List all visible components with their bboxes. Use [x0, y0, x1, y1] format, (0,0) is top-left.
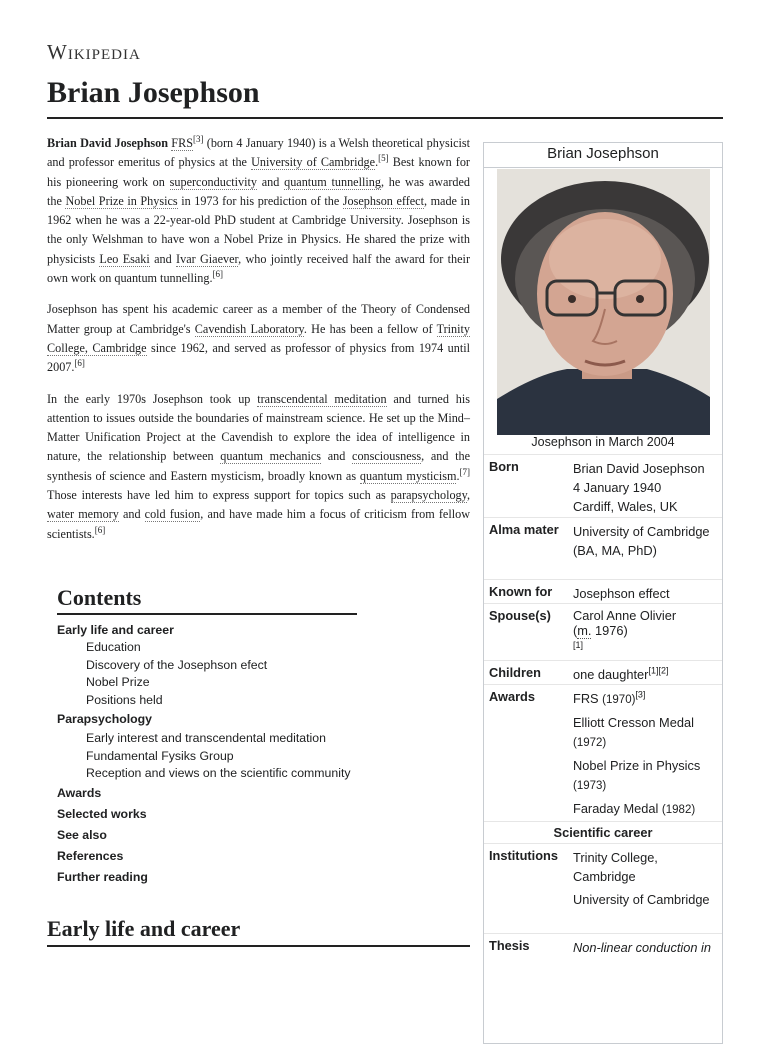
- award-year: (1973): [573, 780, 607, 792]
- text: , he was awarded the: [47, 174, 471, 208]
- known-for-label: Known for: [489, 584, 553, 599]
- text: (born 4 January 1940) is a Welsh theoretical physicist and professor emeritus of physics at the: [47, 136, 470, 170]
- spouse-name: Carol Anne Olivier: [573, 608, 677, 623]
- award-year: (1972): [573, 737, 607, 749]
- thesis-label: Thesis: [489, 938, 530, 953]
- award-cresson[interactable]: [573, 713, 719, 756]
- born-place: Cardiff, Wales, UK: [573, 499, 678, 514]
- text: , and have made him a focus of criticism from fellow scientists.: [47, 507, 470, 541]
- cold-fusion-link[interactable]: cold fusion: [144, 507, 201, 522]
- subject-name: Brian David Josephson: [47, 136, 169, 150]
- infobox-row-known-for: [484, 579, 722, 603]
- mysticism-paragraph: [47, 390, 470, 544]
- institutions-label: Institutions: [489, 848, 558, 863]
- ref-3[interactable]: [3]: [192, 133, 204, 144]
- infobox-row-thesis: [484, 933, 722, 994]
- award-ref[interactable]: [3]: [635, 689, 646, 700]
- portrait-illustration: [497, 169, 710, 435]
- toc-item-see-also[interactable]: See also: [57, 827, 107, 842]
- text: and: [118, 507, 145, 522]
- infobox: [483, 142, 723, 1044]
- intro-paragraph: Brian David Josephson FRS[3] (born 4 January 1940) is a Welsh theoretical physicist and professor emeritus of physics at the University of Cambridge.[5] Best known for his pioneering work on superconductivity and quantum tunnelling, he was awarded the Nobel Prize in Physics in 1973 for his prediction of the Josephson effect, made in 1962 when he was a 22-year-old PhD student at Cambridge University. Josephson is the only Welshman to have won a Nobel Prize in Physics. He shared the prize with physicists Leo Esaki and Ivar Giaever, who jointly received half the award for their own work on quantum tunnelling.[6]: [47, 133, 471, 286]
- title-divider: [47, 117, 723, 119]
- text: , and the synthesis of science and Eastern mysticism, broadly known as: [47, 449, 470, 483]
- text: and turned his attention to issues outside the boundaries of mainstream science. He set up the Mind–Matter Unification Project at the Cavendish to explore the idea of intelligence in nature, the relationship between: [47, 391, 470, 464]
- text: Those interests have led him to express support for topics such as: [47, 488, 391, 503]
- text: Josephson has spent his academic career as a member of the Theory of Condensed Matter group at Cambridge's: [47, 302, 470, 336]
- infobox-row-institutions: [484, 843, 722, 933]
- cavendish-link[interactable]: Cavendish Laboratory: [194, 321, 304, 336]
- born-name: Brian David Josephson: [573, 461, 705, 476]
- award-name: Nobel Prize in Physics: [573, 758, 701, 773]
- institution-cambridge[interactable]: University of Cambridge: [573, 892, 710, 907]
- award-year: (1970): [602, 694, 636, 706]
- frs-link[interactable]: FRS: [171, 136, 193, 150]
- toc-item-awards[interactable]: Awards: [57, 785, 102, 800]
- toc-item-early-life[interactable]: Early life and career: [57, 623, 174, 637]
- career-paragraph: [47, 300, 470, 377]
- transcendental-meditation-link[interactable]: transcendental meditation: [257, 391, 387, 406]
- text: and: [321, 449, 353, 464]
- ivar-giaever-link[interactable]: Ivar Giaever: [176, 251, 239, 266]
- text: ,: [466, 488, 470, 503]
- text: , who jointly received half the award for their own work on quantum tunnelling.: [47, 251, 470, 286]
- toc-list: [57, 621, 357, 888]
- awards-value: [573, 689, 719, 820]
- ref-6[interactable]: [6]: [94, 524, 106, 535]
- wordmark-text: Wikipedia: [47, 40, 141, 64]
- leo-esaki-link[interactable]: Leo Esaki: [99, 251, 150, 266]
- married-abbrev[interactable]: m.: [577, 623, 592, 638]
- text: , made in 1962 when he was a 22-year-old PhD student at Cambridge University. Josephson is the only Welshman to have won a Nobel Prize in Physics. He shared the prize with physicists: [47, 193, 470, 266]
- toc-item-positions[interactable]: Positions held: [86, 692, 163, 707]
- born-value: [573, 459, 719, 516]
- alma-mater-label: Alma mater: [489, 522, 559, 537]
- award-frs[interactable]: [573, 689, 719, 713]
- ref-5[interactable]: [5]: [378, 153, 389, 164]
- text: Best known for his pioneering work on: [47, 155, 470, 189]
- awards-label: Awards: [489, 689, 535, 704]
- photo-caption: Josephson in March 2004: [531, 435, 675, 449]
- toc-item-references[interactable]: References: [57, 848, 124, 863]
- children-text: one daughter: [573, 667, 649, 682]
- award-year: (1982): [661, 804, 696, 816]
- paren: (: [573, 623, 578, 638]
- page-title: Brian Josephson: [47, 76, 260, 109]
- toc-item-fysiks-group[interactable]: Fundamental Fysiks Group: [86, 748, 234, 763]
- infobox-row-alma-mater: [484, 517, 722, 579]
- institutions-value: [573, 848, 719, 909]
- superconductivity-link[interactable]: superconductivity: [169, 174, 257, 189]
- children-label: Children: [489, 665, 541, 680]
- quantum-mechanics-link[interactable]: quantum mechanics: [220, 449, 322, 464]
- toc-title: Contents: [57, 585, 357, 615]
- text: . He has been a fellow of: [303, 321, 437, 336]
- children-value: [573, 665, 719, 684]
- alma-mater-value[interactable]: University of Cambridge (BA, MA, PhD): [573, 524, 710, 558]
- institution-trinity[interactable]: Trinity College, Cambridge: [573, 850, 658, 884]
- toc-item-further-reading[interactable]: Further reading: [57, 869, 148, 884]
- text: In the early 1970s Josephson took up: [47, 391, 258, 406]
- text: and: [149, 251, 177, 266]
- spouse-year: 1976): [591, 623, 628, 638]
- toc-item-nobel-prize[interactable]: Nobel Prize: [86, 675, 150, 689]
- text: and: [256, 174, 285, 189]
- award-nobel[interactable]: [573, 756, 719, 799]
- ref-6[interactable]: [6]: [74, 358, 85, 369]
- toc-item-education[interactable]: Education: [86, 640, 141, 654]
- spouse-married: [573, 623, 719, 638]
- award-name: FRS: [573, 691, 599, 706]
- article-body: [47, 134, 470, 556]
- infobox-title: Brian Josephson: [484, 143, 722, 168]
- wikipedia-wordmark[interactable]: [47, 40, 141, 65]
- infobox-row-spouse: [484, 603, 722, 660]
- born-date: 4 January 1940: [573, 480, 662, 495]
- ref-7[interactable]: [7]: [459, 466, 470, 477]
- spouse-label: Spouse(s): [489, 608, 551, 623]
- water-memory-link[interactable]: water memory: [47, 507, 119, 522]
- born-label: Born: [489, 459, 519, 474]
- quantum-mysticism-link[interactable]: quantum mysticism: [359, 468, 457, 483]
- toc-item-discovery[interactable]: Discovery of the Josephson efect: [86, 657, 268, 672]
- spouse-value: [573, 608, 719, 653]
- known-for-value[interactable]: Josephson effect: [573, 586, 670, 601]
- award-faraday[interactable]: [573, 799, 719, 820]
- toc-item-selected-works[interactable]: Selected works: [57, 806, 147, 821]
- toc-item-reception[interactable]: Reception and views on the scientific community: [86, 766, 351, 780]
- consciousness-link[interactable]: consciousness: [352, 449, 422, 464]
- scientific-career-header: Scientific career: [484, 821, 722, 846]
- award-name: Elliott Cresson Medal: [573, 715, 694, 730]
- nobel-prize-link[interactable]: Nobel Prize in Physics: [65, 193, 178, 208]
- toc-item-early-interest[interactable]: Early interest and transcendental meditation: [86, 731, 326, 745]
- award-name: Faraday Medal: [573, 801, 659, 816]
- text: .: [456, 468, 460, 483]
- table-of-contents: [57, 585, 357, 888]
- ref-6[interactable]: [6]: [212, 269, 224, 280]
- thesis-value[interactable]: Non-linear conduction in: [573, 940, 712, 955]
- josephson-effect-link[interactable]: Josephson effect: [342, 193, 424, 208]
- toc-item-parapsychology[interactable]: Parapsychology: [57, 712, 152, 726]
- trinity-link[interactable]: Trinity College, Cambridge: [47, 321, 470, 355]
- children-ref[interactable]: [1][2]: [648, 665, 669, 676]
- parapsychology-link[interactable]: parapsychology: [390, 488, 467, 503]
- spouse-ref[interactable]: [1]: [573, 640, 584, 650]
- text: in 1973 for his prediction of the: [177, 193, 343, 208]
- quantum-tunnelling-link[interactable]: quantum tunnelling: [284, 174, 381, 189]
- infobox-row-children: [484, 660, 722, 684]
- cambridge-link[interactable]: University of Cambridge: [251, 155, 376, 170]
- infobox-row-awards: [484, 684, 722, 821]
- infobox-row-born: [484, 454, 722, 517]
- portrait-photo[interactable]: [497, 169, 710, 435]
- section-heading-early-life: Early life and career: [47, 916, 470, 947]
- text: since 1962, and served as professor of physics from 1974 until 2007.: [47, 340, 471, 375]
